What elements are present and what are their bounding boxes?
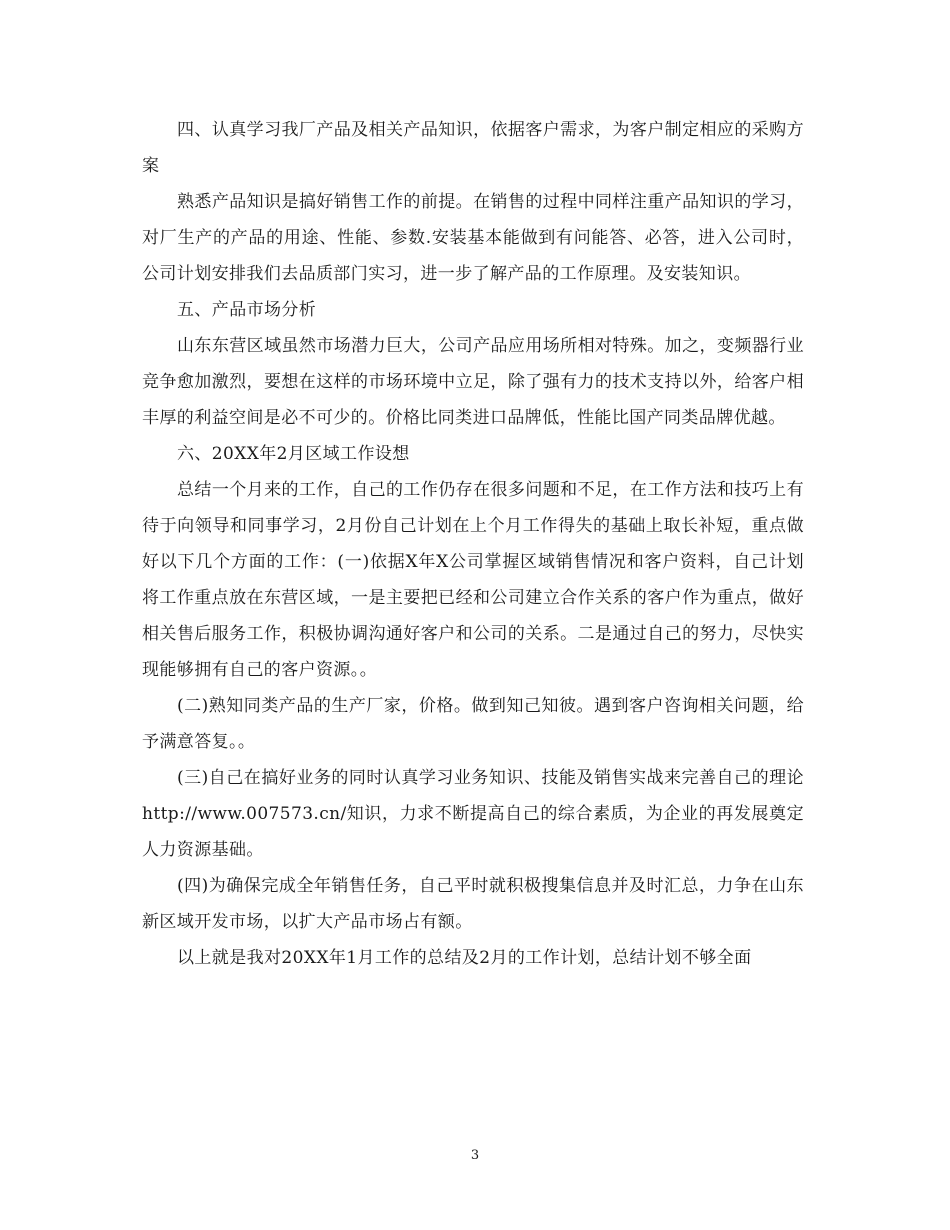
paragraph-section-six-heading: 六、20XX年2月区域工作设想 [177,444,410,464]
document-body [142,112,804,976]
paragraph-work-summary: 总结一个月来的工作，自己的工作仍存在很多问题和不足，在工作方法和技巧上有待于向领导和同事学习，2月份自己计划在上个月工作得失的基础上取长补短，重点做好以下几个方面的工作：(一)依据X年X公司掌握区域销售情况和客户资料，自己计划将工作重点放在东营区域，一是主要把已经和公司建立合作关系的客户作为重点，做好相关售后服务工作，积极协调沟通好客户和公司的关系。二是通过自己的努力，尽快实现能够拥有自己的客户资源。。 [142,480,804,680]
paragraph-item-four: (四)为确保完成全年销售任务，自己平时就积极搜集信息并及时汇总，力争在山东新区域开发市场，以扩大产品市场占有额。 [142,876,804,932]
paragraph-section-five-heading: 五、产品市场分析 [177,300,317,320]
paragraph-product-knowledge: 熟悉产品知识是搞好销售工作的前提。在销售的过程中同样注重产品知识的学习，对厂生产的产品的用途、性能、参数.安装基本能做到有问能答、必答，进入公司时，公司计划安排我们去品质部门实习，进一步了解产品的工作原理。及安装知识。 [142,192,804,284]
page-number: 3 [470,1148,480,1163]
paragraph-item-three: (三)自己在搞好业务的同时认真学习业务知识、技能及销售实战来完善自己的理论http://www.007573.cn/知识，力求不断提高自己的综合素质，为企业的再发展奠定人力资源基础。 [142,768,804,860]
paragraph-section-four-heading: 四、认真学习我厂产品及相关产品知识，依据客户需求，为客户制定相应的采购方案 [142,120,804,176]
paragraph-conclusion: 以上就是我对20XX年1月工作的总结及2月的工作计划，总结计划不够全面 [177,948,752,968]
paragraph-item-two: (二)熟知同类产品的生产厂家，价格。做到知己知彼。遇到客户咨询相关问题，给予满意答复。。 [142,696,804,752]
paragraph-market-analysis: 山东东营区域虽然市场潜力巨大，公司产品应用场所相对特殊。加之，变频器行业竞争愈加激烈，要想在这样的市场环境中立足，除了强有力的技术支持以外，给客户相丰厚的利益空间是必不可少的。价格比同类进口品牌低，性能比国产同类品牌优越。 [142,336,804,428]
